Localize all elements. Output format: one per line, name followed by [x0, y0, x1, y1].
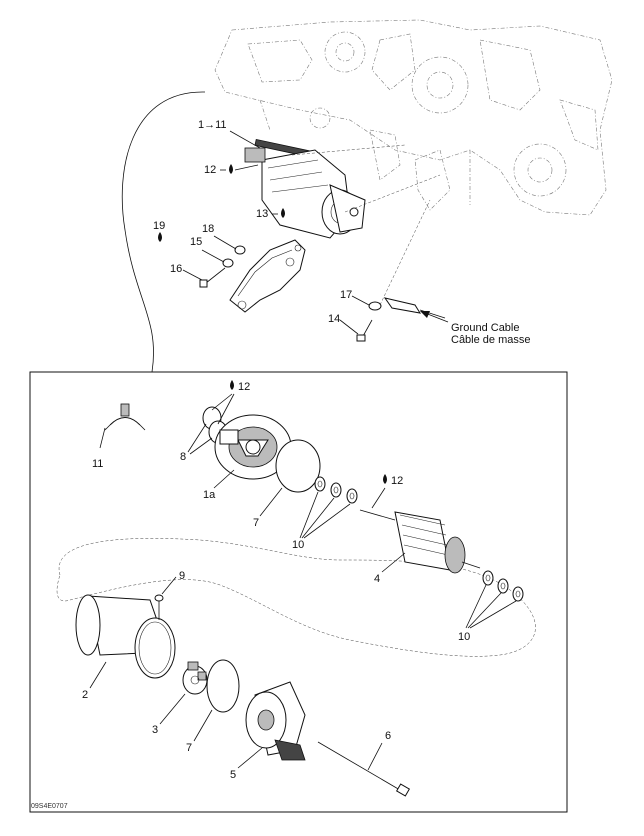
callout-1-11-label: 1→11: [198, 119, 227, 131]
callout-5: [230, 748, 262, 781]
callout-18-label: 18: [202, 223, 215, 235]
callout-14: [328, 313, 358, 334]
callout-8: [180, 424, 212, 463]
part-9-pin: [155, 595, 163, 620]
callout-11-label: 11: [92, 458, 104, 470]
callout-19: [153, 220, 165, 242]
callout-2: [82, 662, 106, 701]
figure-code: 09S4E0707: [31, 803, 68, 810]
callout-6: [368, 730, 391, 770]
callout-10-lower: [458, 585, 516, 643]
callout-1-11: [198, 119, 260, 148]
callout-17: [340, 289, 369, 305]
drop-icon: [230, 380, 234, 390]
callout-1a-label: 1a: [203, 489, 216, 501]
callout-16: [170, 263, 202, 280]
callout-7-upper-label: 7: [253, 517, 260, 529]
callout-18: [202, 223, 236, 249]
callout-14-label: 14: [328, 313, 341, 325]
ground-cable-label-en: Ground Cable: [451, 322, 520, 334]
callout-16-label: 16: [170, 263, 183, 275]
part-6-through-bolt: [318, 742, 409, 796]
callout-7-lower: [186, 710, 212, 754]
part-7-oring-lower: [207, 660, 239, 712]
part-7-oring-upper: [276, 440, 320, 492]
part-10-washers-upper: [315, 477, 357, 503]
callout-9: [162, 570, 185, 594]
callout-12-top: [204, 164, 258, 176]
callout-15-label: 15: [190, 236, 203, 248]
callout-3-label: 3: [152, 724, 159, 736]
callout-1a: [203, 470, 234, 501]
ground-cable-label-fr: Câble de masse: [451, 334, 531, 346]
drop-icon: [229, 164, 233, 174]
starter-assembly-installed: [245, 139, 365, 238]
callout-3: [152, 694, 185, 736]
callout-12-armature-label: 12: [391, 475, 404, 487]
callout-9-label: 9: [179, 570, 186, 582]
part-3-brush-plate: [183, 662, 207, 694]
callout-12-label: 12: [204, 164, 217, 176]
callout-6-label: 6: [385, 730, 392, 742]
callout-17-label: 17: [340, 289, 353, 301]
callout-12-armature: [372, 474, 403, 508]
callout-13-label: 13: [256, 208, 269, 220]
callout-7-upper: [253, 488, 282, 529]
drop-icon: [383, 474, 387, 484]
drop-icon: [158, 232, 162, 242]
callout-4-label: 4: [374, 573, 381, 585]
part-11-brush: [100, 404, 145, 448]
callout-2-label: 2: [82, 689, 89, 701]
callout-10-upper: [292, 492, 350, 551]
callout-4: [374, 553, 405, 585]
part-10-washers-lower: [483, 571, 523, 601]
callout-10-upper-label: 10: [292, 539, 305, 551]
part-5-end-cover: [246, 682, 305, 760]
callout-8-label: 8: [180, 451, 187, 463]
part-2-yoke: [76, 595, 175, 678]
callout-12-housing-label: 12: [238, 381, 251, 393]
part-4-armature: [360, 510, 480, 573]
callout-10-lower-label: 10: [458, 631, 471, 643]
callout-19-label: 19: [153, 220, 166, 232]
ground-cable-arrow: [420, 311, 448, 322]
callout-15: [190, 236, 224, 262]
callout-5-label: 5: [230, 769, 237, 781]
callout-7-lower-label: 7: [186, 742, 193, 754]
